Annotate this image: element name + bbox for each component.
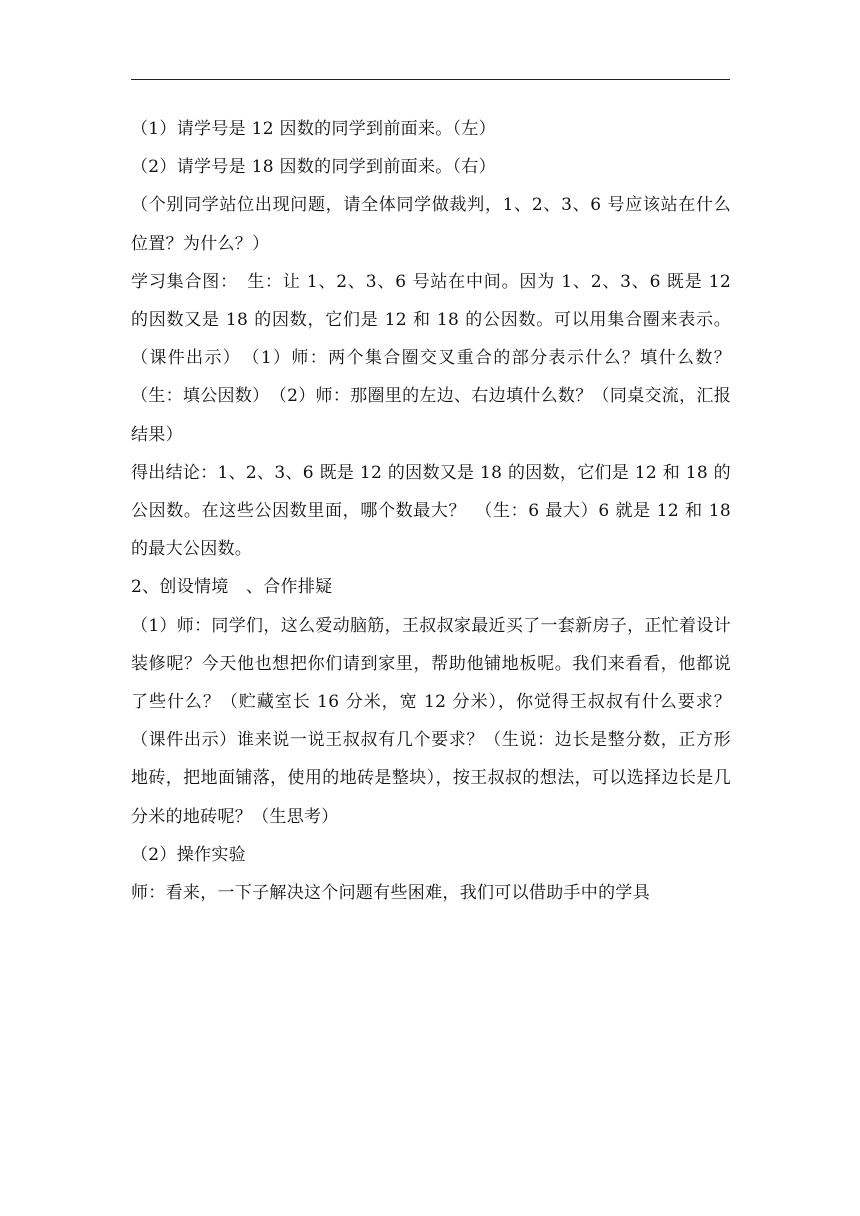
paragraph-8: （2）操作实验 xyxy=(131,844,246,865)
section-heading: 2、创设情境 、合作排疑 xyxy=(131,577,333,598)
paragraph-5: 得出结论：1、2、3、6 既是 12 的因数又是 18 的因数，它们是 12 和 18 的公因数。在这些公因数里面，哪个数最大？ （生：6 最大）6 就是 12 和 18 的最大公因数。 xyxy=(131,462,731,560)
paragraph-7: （1）师：同学们，这么爱动脑筋，王叔叔家最近买了一套新房子，正忙着设计装修呢？今天他也想把你们请到家里，帮助他铺地板呢。我们来看看，他都说了些什么？（贮藏室长 16 分米，宽 12 分米），你觉得王叔叔有什么要求？（课件出示）谁来说一说王叔叔有几个要求？（生说：边长是整分数，正方形地砖，把地面铺落，使用的地砖是整块），按王叔叔的想法，可以选择边长是几分米的地砖呢？（生思考） xyxy=(131,615,731,827)
paragraph-1: （1）请学号是 12 因数的同学到前面来。（左） xyxy=(131,119,496,139)
paragraph-3: （个别同学站位出现问题，请全体同学做裁判，1、2、3、6 号应该站在什么位置？为什么？） xyxy=(131,195,731,254)
paragraph-4: 学习集合图： 生：让 1、2、3、6 号站在中间。因为 1、2、3、6 既是 12 的因数又是 18 的因数，它们是 12 和 18 的公因数。可以用集合圈来表示。（课件出示） （1）师：两个集合圈交叉重合的部分表示什么？填什么数？（生：填公因数） （2）师：那圈里的左边、右边填什么数？（同桌交流，汇报结果） xyxy=(131,271,731,445)
header-rule xyxy=(131,79,730,80)
paragraph-2: （2）请学号是 18 因数的同学到前面来。（右） xyxy=(131,157,496,178)
document-body xyxy=(131,110,731,912)
paragraph-9: 师：看来，一下子解决这个问题有些困难，我们可以借助手中的学具 xyxy=(131,883,650,904)
